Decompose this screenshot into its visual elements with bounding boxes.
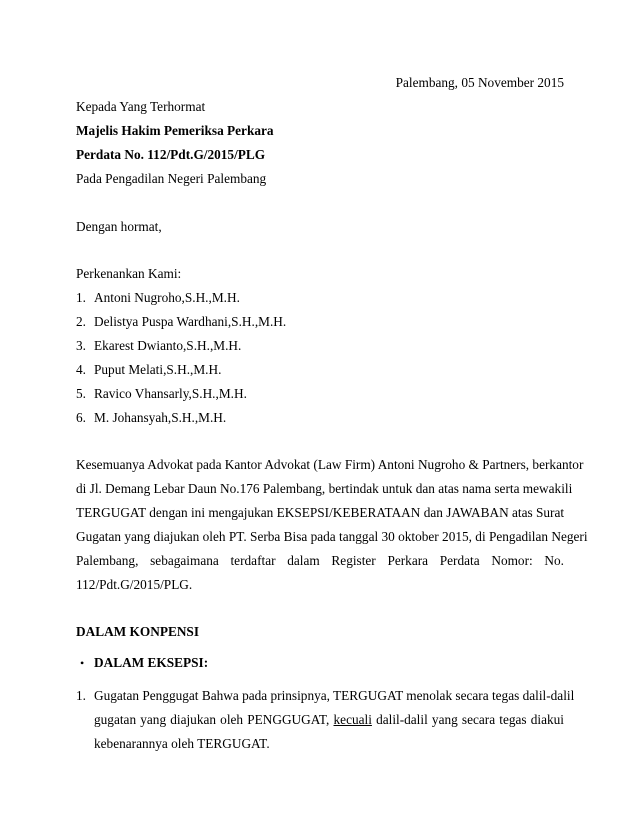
intro-text: Perkenankan Kami: <box>76 266 182 281</box>
advocate-name: Antoni Nugroho,S.H.,M.H. <box>94 290 240 305</box>
point-text: gugatan yang diajukan oleh PENGGUGAT, <box>94 712 334 727</box>
list-number: 5. <box>76 386 86 401</box>
point-line-2 <box>94 712 564 728</box>
paragraph-line: Gugatan yang diajukan oleh PT. Serba Bisa pada tanggal 30 oktober 2015, di Pengadilan Negeri <box>76 529 588 544</box>
list-number: 6. <box>76 410 86 425</box>
recipient-line-4: Pada Pengadilan Negeri Palembang <box>76 171 267 186</box>
point-text: dalil-dalil yang secara tegas diakui <box>371 712 564 727</box>
recipient-line-3: Perdata No. 112/Pdt.G/2015/PLG <box>76 147 266 162</box>
greeting: Dengan hormat, <box>76 219 162 234</box>
advocate-name: Puput Melati,S.H.,M.H. <box>94 362 222 377</box>
list-number: 4. <box>76 362 86 377</box>
recipient-line-2: Majelis Hakim Pemeriksa Perkara <box>76 123 274 138</box>
advocate-name: Ravico Vhansarly,S.H.,M.H. <box>94 386 247 401</box>
advocate-name: M. Johansyah,S.H.,M.H. <box>94 410 227 425</box>
paragraph-line: 112/Pdt.G/2015/PLG. <box>76 577 193 592</box>
paragraph-line: Kesemuanya Advokat pada Kantor Advokat (Law Firm) Antoni Nugroho & Partners, berkantor <box>76 457 584 472</box>
list-number: 3. <box>76 338 86 353</box>
advocate-name: Ekarest Dwianto,S.H.,M.H. <box>94 338 242 353</box>
place-date: Palembang, 05 November 2015 <box>395 75 564 90</box>
advocate-name: Delistya Puspa Wardhani,S.H.,M.H. <box>94 314 287 329</box>
point-line-3: kebenarannya oleh TERGUGAT. <box>94 736 270 751</box>
list-number: 2. <box>76 314 86 329</box>
point-line-1: Gugatan Penggugat Bahwa pada prinsipnya, TERGUGAT menolak secara tegas dalil-dalil <box>94 688 575 703</box>
paragraph-line: di Jl. Demang Lebar Daun No.176 Palembang, bertindak untuk dan atas nama serta mewakili <box>76 481 573 496</box>
paragraph-line: TERGUGAT dengan ini mengajukan EKSEPSI/KEBERATAAN dan JAWABAN atas Surat <box>76 505 565 520</box>
bullet-icon: • <box>80 656 85 670</box>
underlined-word: kecuali <box>333 712 372 727</box>
paragraph-line: Palembang, sebagaimana terdaftar dalam Register Perkara Perdata Nomor: No. <box>76 553 564 568</box>
section-title: DALAM KONPENSI <box>76 624 200 639</box>
list-number: 1. <box>76 688 86 703</box>
list-number: 1. <box>76 290 86 305</box>
subsection-title: DALAM EKSEPSI: <box>94 655 209 670</box>
recipient-line-1: Kepada Yang Terhormat <box>76 99 206 114</box>
